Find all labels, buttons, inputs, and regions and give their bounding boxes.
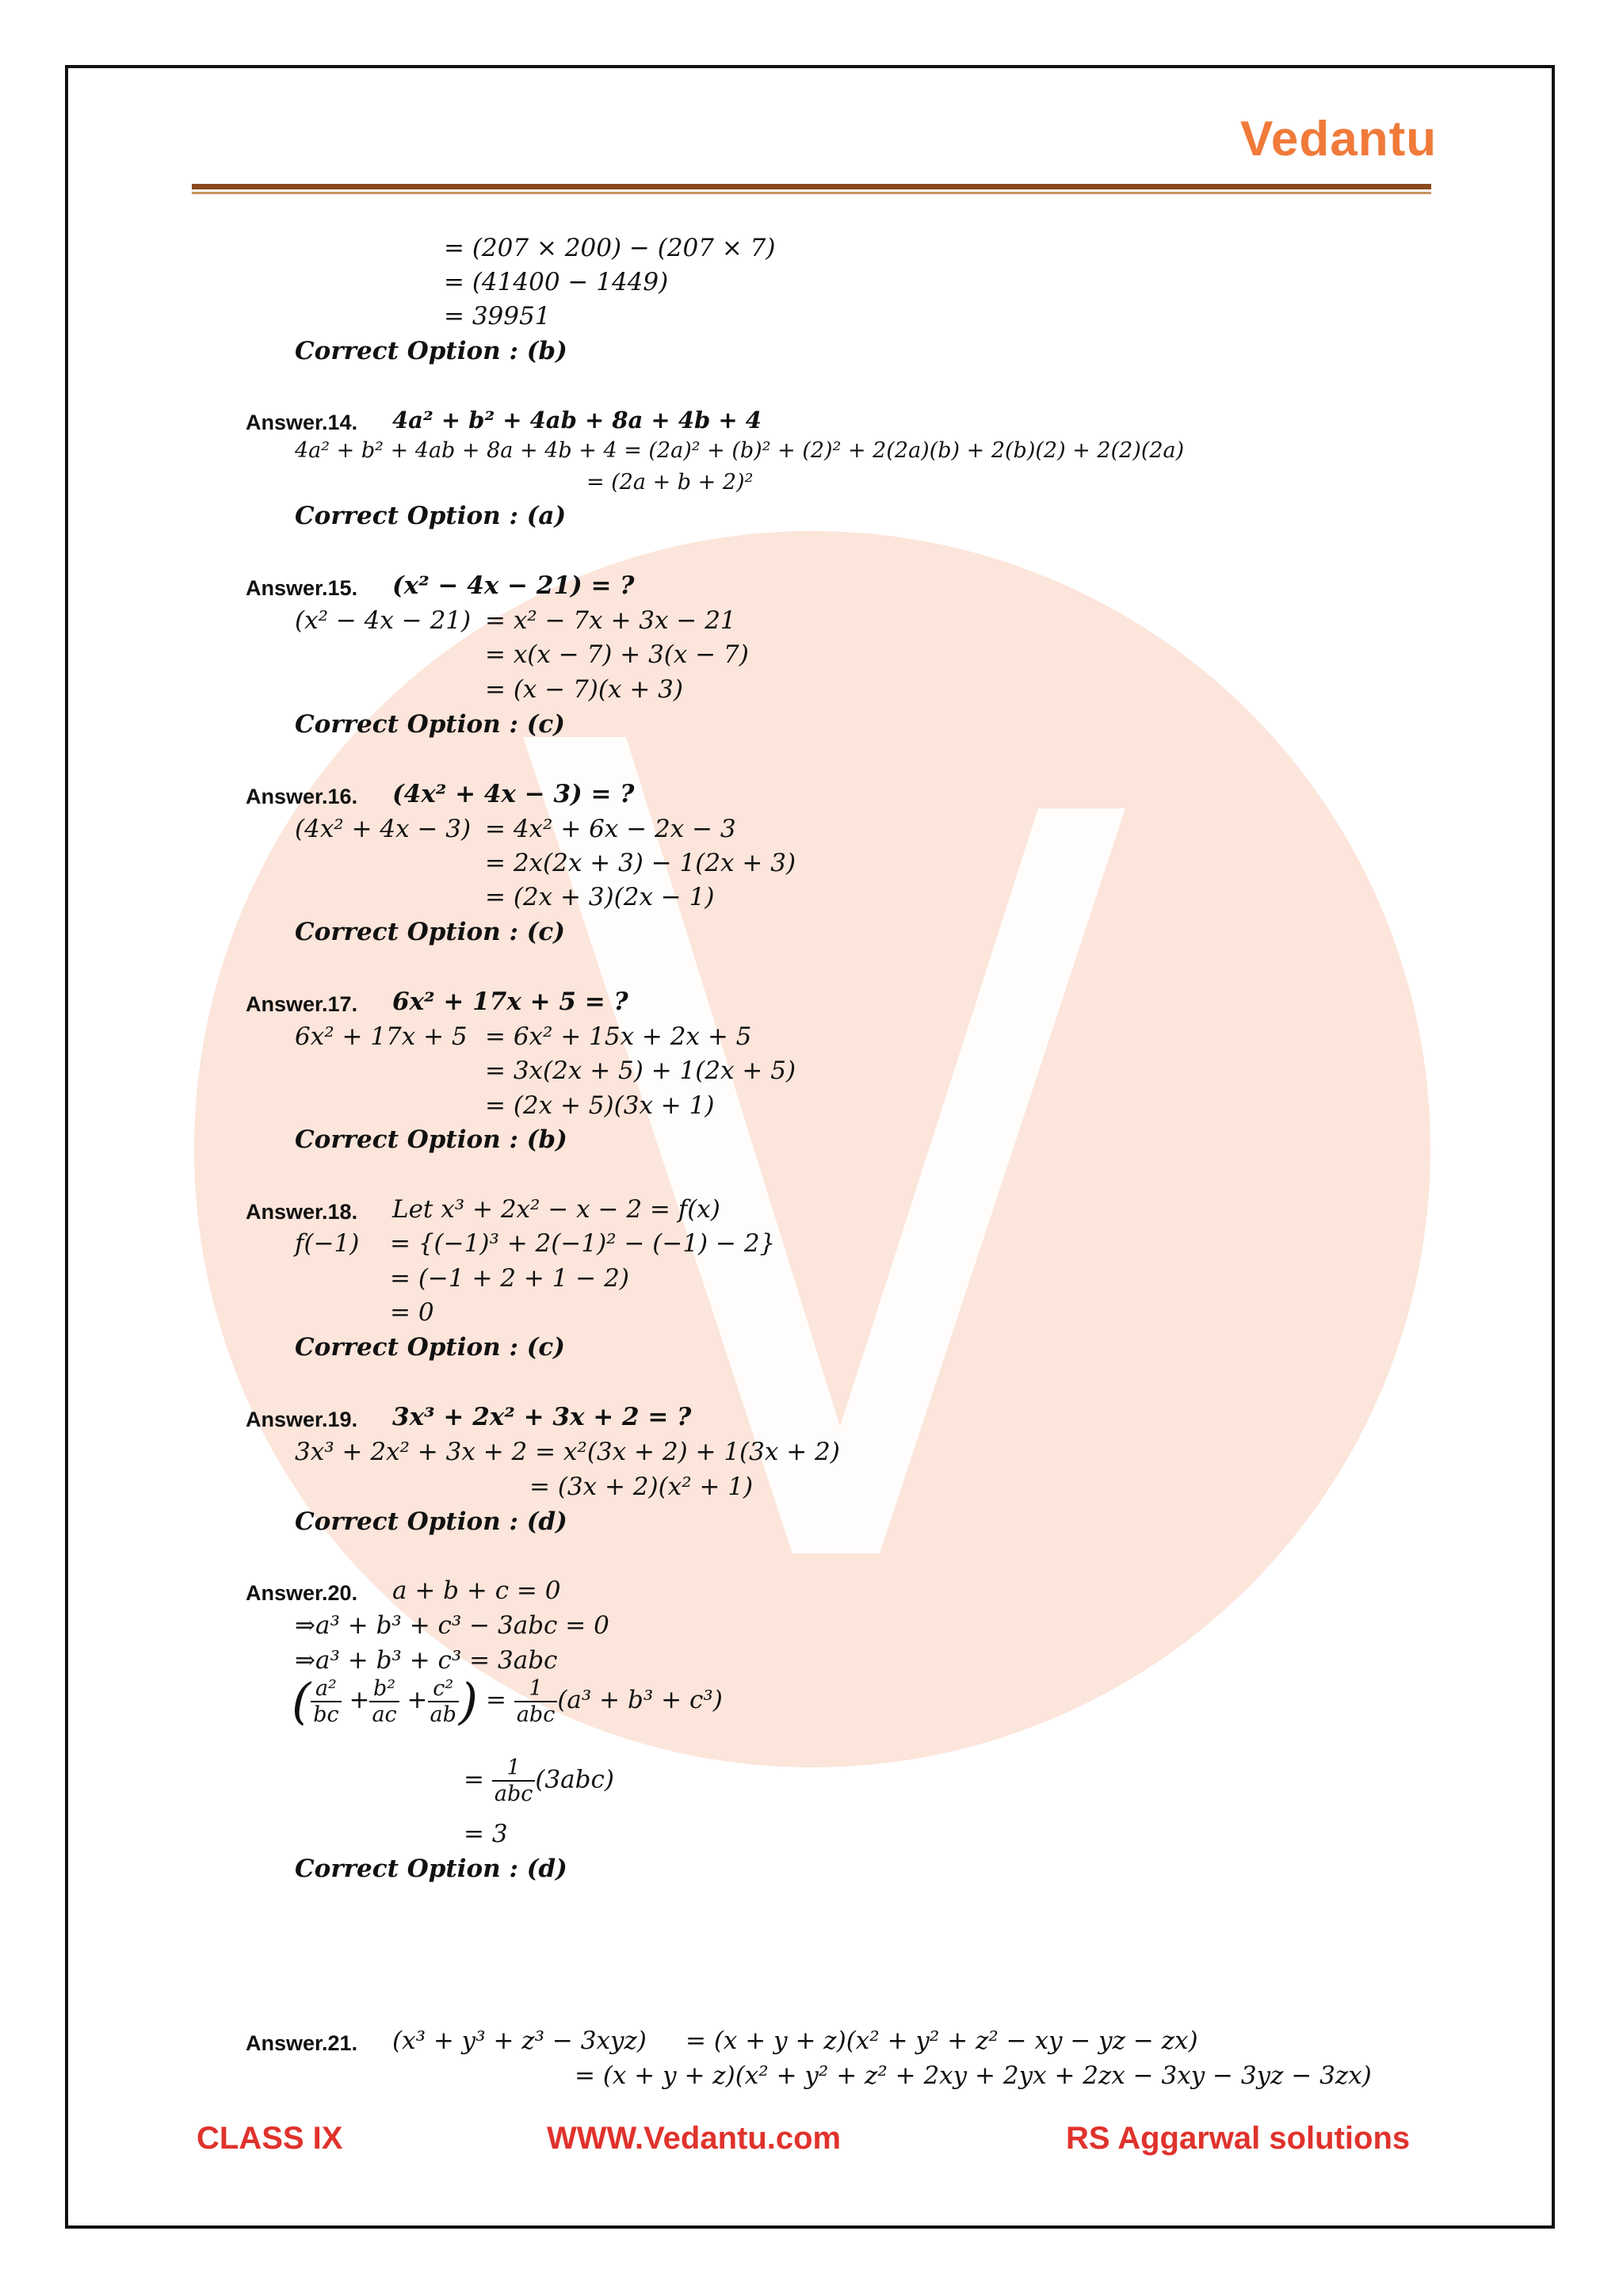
footer-website-link[interactable]: WWW.Vedantu.com (547, 2121, 842, 2156)
vedantu-logo: Vedantu (1240, 112, 1438, 166)
fraction-expression: = $\frac{1}{\text{abc}}$ (3abc) (464, 1755, 614, 1806)
fraction: $\frac{1}{\text{abc}}$ (492, 1755, 536, 1806)
cont-line-1: = (207 × 200) − (207 × 7) (444, 234, 776, 262)
working-lhs: (x² − 4x − 21) (295, 606, 472, 635)
correct-option: Correct Option : (a) (295, 502, 567, 530)
working-line: = x(x − 7) + 3(x − 7) (485, 640, 749, 669)
answer-label: Answer.15. (246, 576, 358, 600)
fraction: $\frac{1}{\text{abc}}$ (514, 1676, 558, 1727)
answer-label: Answer.14. (246, 411, 358, 434)
working-line: = (x + y + z)(x² + y² + z² + 2xy + 2yx + 2zx − 3xy − 3yz − 3zx) (575, 2061, 1372, 2090)
working-line: = {(−1)³ + 2(−1)² − (−1) − 2} (390, 1229, 776, 1258)
correct-option: Correct Option : (b) (295, 1125, 567, 1154)
answer-label: Answer.16. (246, 785, 358, 808)
working-line: = x² − 7x + 3x − 21 (485, 606, 736, 635)
working-line: ⇒a³ + b³ + c³ − 3abc = 0 (295, 1611, 609, 1640)
footer-book-title: RS Aggarwal solutions (1066, 2121, 1411, 2156)
answer-label: Answer.17. (246, 992, 358, 1016)
correct-option: Correct Option : (d) (295, 1507, 567, 1536)
working-line: = (2a + b + 2)² (586, 470, 754, 495)
working-line: = 0 (390, 1298, 434, 1327)
working-lhs: 6x² + 17x + 5 (295, 1022, 468, 1051)
header-rule-thin (192, 192, 1431, 194)
working-line: = 6x² + 15x + 2x + 5 (485, 1022, 752, 1051)
cont-line-3: = 39951 (444, 302, 551, 330)
footer-class: CLASS IX (197, 2121, 343, 2156)
fraction: $\frac{\text{a²}}{bc}$ (311, 1676, 341, 1727)
working-line: = (3x + 2)(x² + 1) (529, 1473, 754, 1501)
working-line: = (2x + 3)(2x − 1) (485, 883, 715, 911)
correct-option: Correct Option : (c) (295, 918, 565, 946)
working-line: = (−1 + 2 + 1 − 2) (390, 1264, 629, 1293)
correct-option: Correct Option : (b) (295, 337, 567, 365)
answer-label: Answer.19. (246, 1408, 358, 1431)
cont-line-2: = (41400 − 1449) (444, 268, 669, 296)
working-line: = 4x² + 6x − 2x − 3 (485, 815, 736, 843)
working-line: ⇒a³ + b³ + c³ = 3abc (295, 1646, 558, 1675)
answer-label: Answer.18. (246, 1200, 358, 1224)
question: (x² − 4x − 21) = ? (392, 571, 635, 600)
answer-label: Answer.21. (246, 2031, 358, 2055)
header-rule (192, 184, 1431, 189)
question: (4x² + 4x − 3) = ? (392, 780, 635, 808)
working-line: = (x + y + z)(x² + y² + z² − xy − yz − zx) (685, 2027, 1198, 2055)
correct-option: Correct Option : (d) (295, 1855, 567, 1883)
working-line: = 2x(2x + 3) − 1(2x + 3) (485, 849, 796, 877)
answer-label: Answer.20. (246, 1581, 358, 1605)
working-lhs: (4x² + 4x − 3) (295, 815, 472, 843)
question: 3x³ + 2x² + 3x + 2 = ? (392, 1403, 692, 1431)
working-line: = (2x + 5)(3x + 1) (485, 1091, 715, 1120)
page-border (65, 65, 1555, 2229)
fraction-expression: ( $\frac{\text{a²}}{bc}$ + $\frac{\text{b²}}{ac}$ + $\frac{\text{c²}}{ab}$ ) = $\frac{1}{\text{abc}}$ (a³ + b³ + c³) (292, 1672, 723, 1730)
working-line: 3x³ + 2x² + 3x + 2 = x²(3x + 2) + 1(3x + 2) (295, 1438, 840, 1466)
correct-option: Correct Option : (c) (295, 710, 565, 739)
working-line: 4a² + b² + 4ab + 8a + 4b + 4 = (2a)² + (b)² + (2)² + 2(2a)(b) + 2(b)(2) + 2(2)(2a) (295, 438, 1185, 463)
working-line: = (x − 7)(x + 3) (485, 675, 683, 704)
fraction: $\frac{\text{b²}}{ac}$ (369, 1676, 399, 1727)
question: 6x² + 17x + 5 = ? (392, 988, 628, 1016)
correct-option: Correct Option : (c) (295, 1333, 565, 1362)
question: a + b + c = 0 (392, 1576, 561, 1605)
fraction: $\frac{\text{c²}}{ab}$ (428, 1676, 459, 1727)
question: 4a² + b² + 4ab + 8a + 4b + 4 (392, 407, 762, 434)
working-line: = 3 (464, 1820, 508, 1848)
question: Let x³ + 2x² − x − 2 = f(x) (392, 1195, 720, 1224)
working-lhs: (x³ + y³ + z³ − 3xyz) (392, 2027, 647, 2055)
working-lhs: f(−1) (295, 1229, 360, 1258)
working-line: = 3x(2x + 5) + 1(2x + 5) (485, 1056, 796, 1085)
